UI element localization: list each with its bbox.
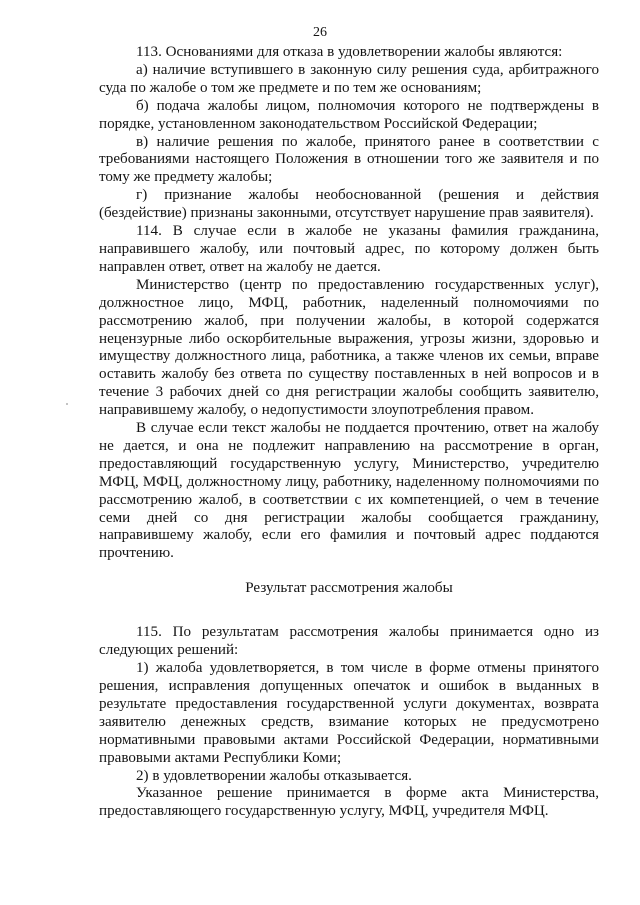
- paragraph-113-item-b: б) подача жалобы лицом, полномочия которого не подтверждены в порядке, установленном законодательством Российской Федерации;: [99, 97, 599, 132]
- paragraph-115-item-2: 2) в удовлетворении жалобы отказывается.: [136, 767, 412, 784]
- paragraph-113-item-g: г) признание жалобы необоснованной (решения и действия (бездействие) признаны законными, отсутствует нарушение прав заявителя).: [99, 187, 599, 222]
- section-heading: Результат рассмотрения жалобы: [245, 580, 453, 597]
- paragraph-114-1: 114. В случае если в жалобе не указаны фамилия гражданина, направившего жалобу, или почтовый адрес, по которому должен быть направлен ответ, ответ на жалобу не дается.: [99, 223, 599, 275]
- paragraph-114-2: Министерство (центр по предоставлению государственных услуг), должностное лицо, МФЦ, работник, наделенный полномочиями по рассмотрению жалоб, при получении жалобы, в которой содержатся нецензурные либо оскорбительные выражения, угрозы жизни, здоровью и имуществу должностного лица, работника, а также членов их семьи, вправе оставить жалобу без ответа по существу поставленных в ней вопросов и в течение 3 рабочих дней со дня регистрации жалобы сообщить заявителю, направившему жалобу, о недопустимости злоупотребления правом.: [99, 276, 599, 419]
- page-number: 26: [313, 25, 327, 40]
- paragraph-114-3: В случае если текст жалобы не поддается прочтению, ответ на жалобу не дается, и она не подлежит направлению на рассмотрение в орган, предоставляющий государственную услугу, Министерство, учредителю МФЦ, МФЦ, должностному лицу, работнику, наделенному полномочиями по рассмотрению жалоб, в соответствии с их компетенцией, о чем в течение семи дней со дня регистрации жалобы сообщается гражданину, направившему жалобу, если его фамилия и почтовый адрес поддаются прочтению.: [99, 420, 599, 562]
- paragraph-113-intro: 113. Основаниями для отказа в удовлетворении жалобы являются:: [136, 44, 563, 60]
- paragraph-113-item-v: в) наличие решения по жалобе, принятого ранее в соответствии с требованиями настоящего Положения в отношении того же заявителя и по тому же предмету жалобы;: [99, 133, 599, 186]
- paragraph-115-intro: 115. По результатам рассмотрения жалобы принимается одно из следующих решений:: [99, 624, 599, 659]
- paragraph-115-closing: Указанное решение принимается в форме акта Министерства, предоставляющего государственную услугу, МФЦ, учредителя МФЦ.: [99, 785, 599, 820]
- paragraph-113-item-a: а) наличие вступившего в законную силу решения суда, арбитражного суда по жалобе о том же предмете и по тем же основаниям;: [99, 61, 599, 96]
- paragraph-115-item-1: 1) жалоба удовлетворяется, в том числе в форме отмены принятого решения, исправления допущенных опечаток и ошибок в выданных в результате предоставления государственной услуги документах, возврата заявителю денежных средств, взимание которых не предусмотрено нормативными правовыми актами Российской Федерации, нормативными правовыми актами Республики Коми;: [99, 660, 599, 766]
- document-body: [99, 44, 599, 821]
- scan-speck: [66, 403, 68, 405]
